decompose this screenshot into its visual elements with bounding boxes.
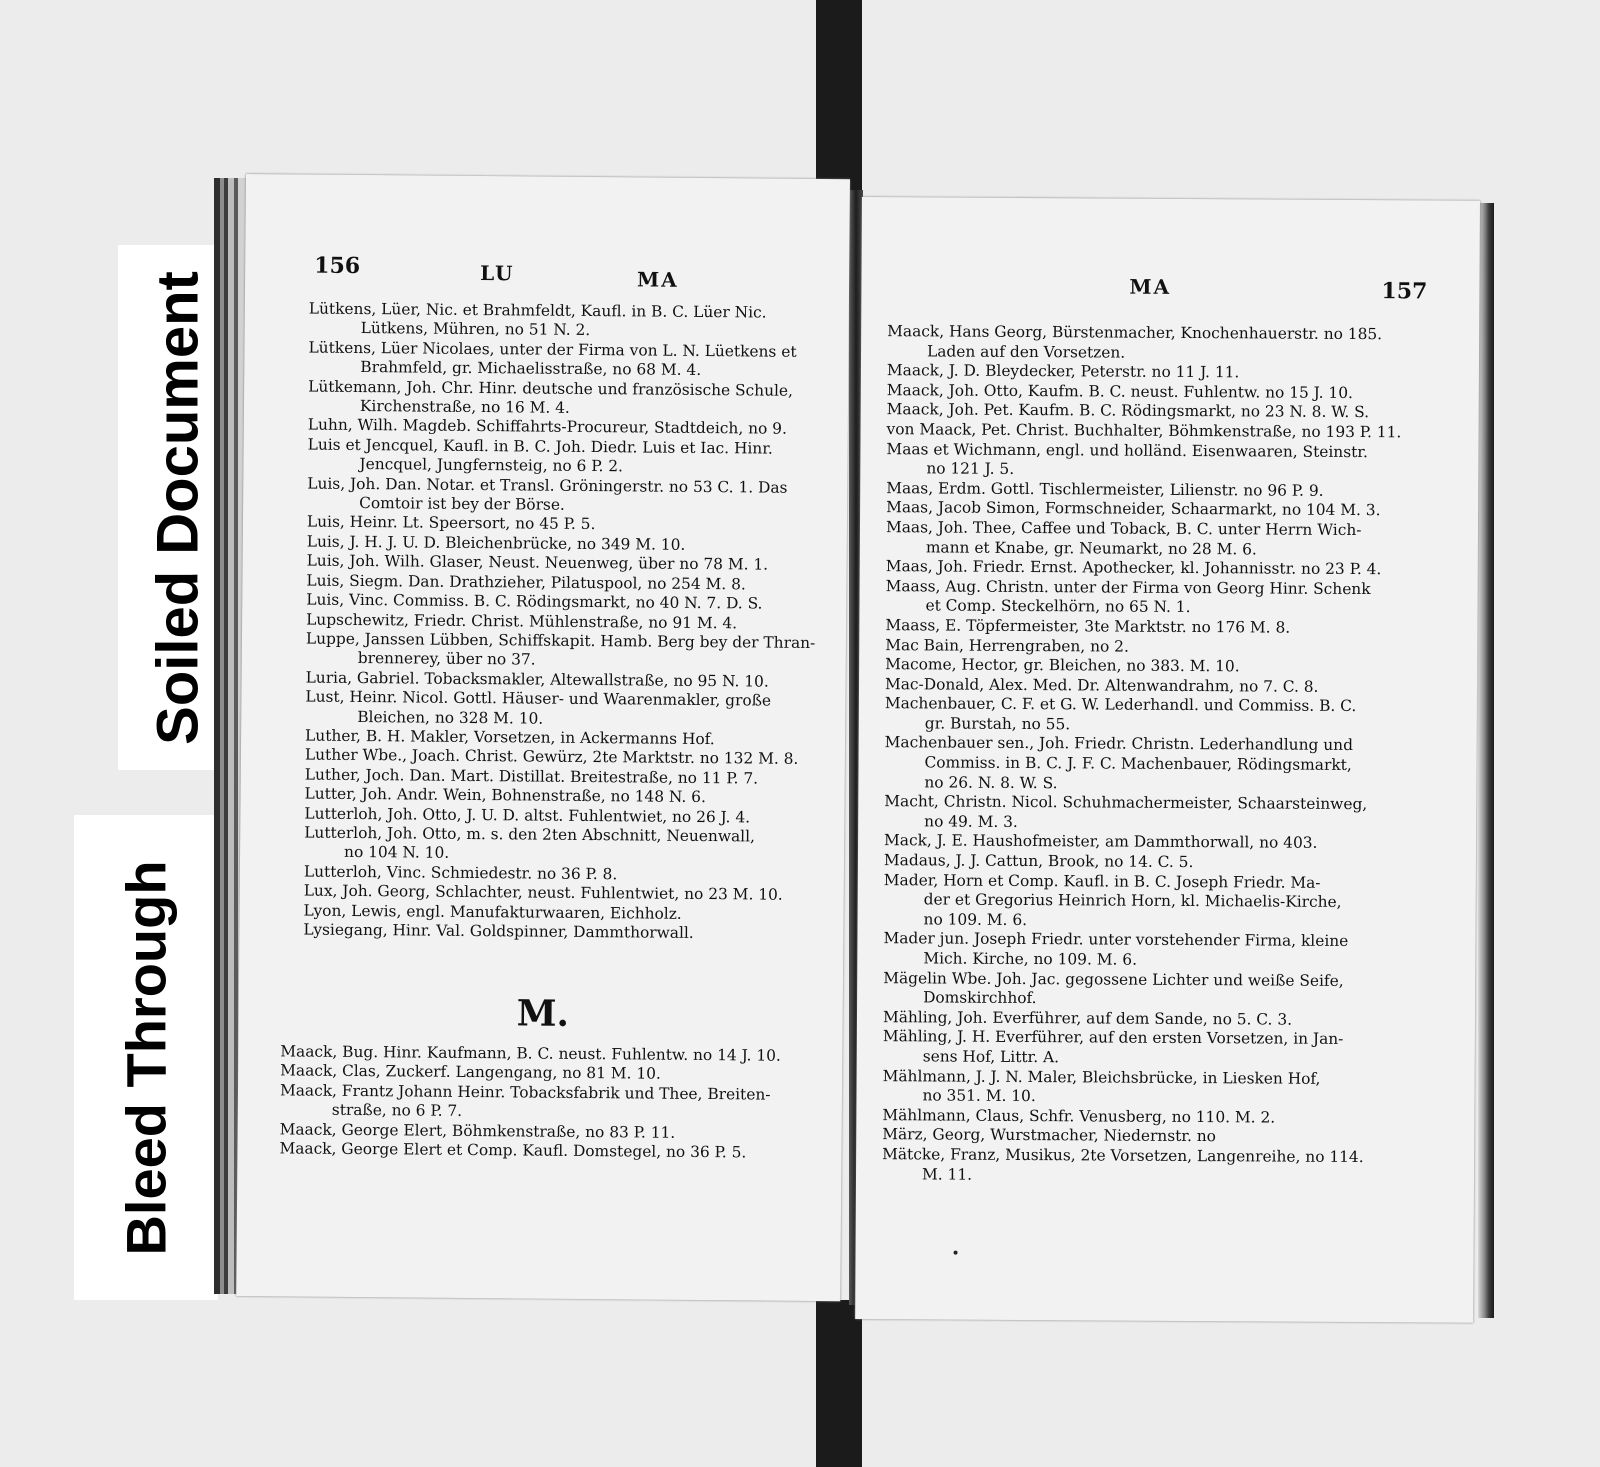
black-bar-top bbox=[816, 0, 862, 195]
entry: Luis, Joh. Dan. Notar. et Transl. Gröningerstr. no 53 C. 1. Das bbox=[307, 474, 788, 497]
entry: no 104 N. 10. bbox=[344, 843, 450, 863]
left-header-lu: LU bbox=[480, 261, 515, 286]
entry: Mählmann, Claus, Schfr. Venusberg, no 110. M. 2. bbox=[882, 1105, 1276, 1127]
left-entries bbox=[303, 300, 818, 945]
entry: sens Hof, Littr. A. bbox=[922, 1047, 1060, 1067]
entry: Mader jun. Joseph Friedr. unter vorstehender Firma, kleine bbox=[883, 929, 1349, 951]
entry: Maas, Jacob Simon, Formschneider, Schaarmarkt, no 104 M. 3. bbox=[886, 498, 1381, 520]
entry: Mätcke, Franz, Musikus, 2te Vorsetzen, Langenreihe, no 114. bbox=[882, 1145, 1364, 1167]
entry: der et Gregorius Heinrich Horn, kl. Michaelis-Kirche, bbox=[923, 890, 1342, 912]
soiled-document-text: Soiled Document bbox=[145, 270, 211, 745]
entry: Maack, Frantz Johann Heinr. Tobacksfabrik und Thee, Breiten- bbox=[279, 1081, 771, 1104]
bleed-through-text: Bleed Through bbox=[114, 859, 178, 1256]
entry: Luis, J. H. J. U. D. Bleichenbrücke, no 349 M. 10. bbox=[306, 532, 686, 554]
entry: no 109. M. 6. bbox=[923, 910, 1028, 929]
entry: Maack, Bug. Hinr. Kaufmann, B. C. neust. Fuhlentw. no 14 J. 10. bbox=[280, 1042, 781, 1065]
entry: straße, no 6 P. 7. bbox=[331, 1101, 463, 1121]
entry: Luria, Gabriel. Tobacksmakler, Altewallstraße, no 95 N. 10. bbox=[305, 668, 769, 691]
entry: Luis, Siegm. Dan. Drathzieher, Pilatuspool, no 254 M. 8. bbox=[306, 571, 746, 594]
entry: Lutterloh, Joh. Otto, m. s. den 2ten Abschnitt, Neuenwall, bbox=[304, 823, 756, 846]
entry: Maas, Joh. Thee, Caffee und Toback, B. C. unter Herrn Wich- bbox=[885, 518, 1362, 539]
entry: Lütkens, Lüer, Nic. et Brahmfeldt, Kaufl. in B. C. Lüer Nic. bbox=[308, 299, 767, 322]
entry: Kirchenstraße, no 16 M. 4. bbox=[359, 397, 570, 417]
entry: Macht, Christn. Nicol. Schuhmachermeister, Schaarsteinweg, bbox=[884, 792, 1368, 814]
entry: Lust, Heinr. Nicol. Gottl. Häuser- und Waarenmakler, große bbox=[305, 687, 772, 710]
entry: Madaus, J. J. Cattun, Brook, no 14. C. 5. bbox=[883, 851, 1194, 872]
entry: Luhn, Wilh. Magdeb. Schiffahrts-Procureur, Stadtdeich, no 9. bbox=[307, 415, 787, 439]
entry: Maack, George Elert, Böhmkenstraße, no 83 P. 11. bbox=[279, 1119, 676, 1142]
entry: Maass, E. Töpfermeister, 3te Marktstr. no 176 M. 8. bbox=[885, 616, 1291, 637]
entry: Lutterloh, Joh. Otto, J. U. D. altst. Fuhlentwiet, no 26 J. 4. bbox=[304, 804, 751, 826]
entry: mann et Knabe, gr. Neumarkt, no 28 M. 6. bbox=[925, 537, 1257, 558]
left-header-ma: MA bbox=[636, 267, 679, 292]
entry: Lupschewitz, Friedr. Christ. Mühlenstraße, no 91 M. 4. bbox=[306, 610, 738, 632]
entry: Lütkemann, Joh. Chr. Hinr. deutsche und französische Schule, bbox=[308, 377, 794, 400]
entry: no 351. M. 10. bbox=[922, 1086, 1036, 1106]
entry: Maack, Hans Georg, Bürstenmacher, Knochenhauerstr. no 185. bbox=[887, 322, 1383, 344]
entry: Maack, J. D. Bleydecker, Peterstr. no 11 J. 11. bbox=[886, 361, 1240, 382]
entry: Luis, Heinr. Lt. Speersort, no 45 P. 5. bbox=[306, 513, 596, 534]
right-page-number: 157 bbox=[1381, 278, 1428, 305]
entry: Jencquel, Jungfernsteig, no 6 P. 2. bbox=[359, 455, 624, 476]
entry: Lyon, Lewis, engl. Manufakturwaaren, Eichholz. bbox=[303, 901, 682, 923]
entry: gr. Burstah, no 55. bbox=[924, 714, 1071, 734]
page-edge-right bbox=[1478, 203, 1494, 1318]
entry: Comtoir ist bey der Börse. bbox=[359, 494, 565, 514]
right-page bbox=[855, 197, 1480, 1323]
left-page-number: 156 bbox=[314, 252, 361, 279]
entry: Mägelin Wbe. Joh. Jac. gegossene Lichter und weiße Seife, bbox=[883, 968, 1344, 990]
entry: Maass, Aug. Christn. unter der Firma von Georg Hinr. Schenk bbox=[885, 576, 1371, 598]
black-bar-bottom bbox=[816, 1300, 862, 1467]
entry: März, Georg, Wurstmacher, Niedernstr. no bbox=[882, 1125, 1217, 1146]
entry: Bleichen, no 328 M. 10. bbox=[357, 707, 544, 728]
entry: et Comp. Steckelhörn, no 65 N. 1. bbox=[925, 596, 1191, 617]
right-header-ma: MA bbox=[1129, 274, 1172, 299]
entry: Luther, Joch. Dan. Mart. Distillat. Breitestraße, no 11 P. 7. bbox=[304, 765, 759, 788]
entry: Lutter, Joh. Andr. Wein, Bohnenstraße, no 148 N. 6. bbox=[304, 784, 706, 807]
bleed-through-label bbox=[74, 815, 218, 1300]
entry: Maack, Joh. Otto, Kaufm. B. C. neust. Fuhlentw. no 15 J. 10. bbox=[886, 380, 1353, 402]
entry: Machenbauer sen., Joh. Friedr. Christn. Lederhandlung und bbox=[884, 733, 1354, 755]
entry: Maack, Joh. Pet. Kaufm. B. C. Rödingsmarkt, no 23 N. 8. W. S. bbox=[886, 400, 1370, 422]
entry: M. 11. bbox=[921, 1164, 973, 1184]
entry: Mähling, J. H. Everführer, auf den ersten Vorsetzen, in Jan- bbox=[882, 1027, 1344, 1049]
entry: brennerey, über no 37. bbox=[357, 649, 536, 669]
left-page bbox=[236, 174, 850, 1301]
entry: no 26. N. 8. W. S. bbox=[924, 773, 1058, 792]
right-entries bbox=[882, 322, 1402, 1187]
entry: Mähling, Joh. Everführer, auf dem Sande, no 5. C. 3. bbox=[882, 1007, 1293, 1029]
entry: Luis, Joh. Wilh. Glaser, Neust. Neuenweg, über no 78 M. 1. bbox=[306, 551, 769, 574]
entry: Mich. Kirche, no 109. M. 6. bbox=[923, 949, 1138, 969]
entry: Machenbauer, C. F. et G. W. Lederhandl. und Commiss. B. C. bbox=[884, 694, 1357, 716]
entry: Mac-Donald, Alex. Med. Dr. Altenwandrahm, no 7. C. 8. bbox=[884, 674, 1319, 696]
entry: Mählmann, J. J. N. Maler, Bleichsbrücke, in Liesken Hof, bbox=[882, 1066, 1321, 1088]
entry: Mack, J. E. Haushofmeister, am Dammthorwall, no 403. bbox=[884, 831, 1318, 853]
entry: Mader, Horn et Comp. Kaufl. in B. C. Joseph Friedr. Ma- bbox=[883, 870, 1321, 892]
entry: no 121 J. 5. bbox=[926, 459, 1015, 479]
entry: Lysiegang, Hinr. Val. Goldspinner, Dammthorwall. bbox=[303, 920, 694, 942]
entry: Luppe, Janssen Lübben, Schiffskapit. Hamb. Berg bey der Thran- bbox=[305, 629, 816, 652]
entry: Luther Wbe., Joach. Christ. Gewürz, 2te Marktstr. no 132 M. 8. bbox=[304, 745, 799, 769]
entry: Maas, Erdm. Gottl. Tischlermeister, Lilienstr. no 96 P. 9. bbox=[886, 478, 1324, 500]
entry: Lütkens, Lüer Nicolaes, unter der Firma von L. N. Lüetkens et bbox=[308, 338, 797, 361]
entry: Laden auf den Vorsetzen. bbox=[927, 341, 1126, 362]
entry: Maas et Wichmann, engl. und holländ. Eisenwaaren, Steinstr. bbox=[886, 439, 1368, 461]
entry: Luther, B. H. Makler, Vorsetzen, in Ackermanns Hof. bbox=[305, 726, 715, 749]
entry: Mac Bain, Herrengraben, no 2. bbox=[885, 635, 1129, 656]
left-m-entries bbox=[279, 1042, 781, 1163]
entry: Macome, Hector, gr. Bleichen, no 383. M. 10. bbox=[885, 655, 1240, 676]
entry: no 49. M. 3. bbox=[924, 812, 1018, 831]
entry: Luis, Vinc. Commiss. B. C. Rödingsmarkt, no 40 N. 7. D. S. bbox=[306, 590, 763, 613]
entry: Maack, George Elert et Comp. Kaufl. Domstegel, no 36 P. 5. bbox=[279, 1139, 747, 1162]
entry: Lütkens, Mühren, no 51 N. 2. bbox=[360, 319, 591, 340]
entry: Lux, Joh. Georg, Schlachter, neust. Fuhlentwiet, no 23 M. 10. bbox=[303, 881, 783, 904]
section-letter-m: M. bbox=[516, 992, 570, 1035]
entry: Commiss. in B. C. J. F. C. Machenbauer, Rödingsmarkt, bbox=[924, 753, 1352, 775]
entry: Luis et Jencquel, Kaufl. in B. C. Joh. Diedr. Luis et Iac. Hinr. bbox=[307, 435, 773, 458]
entry: Maack, Clas, Zuckerf. Langengang, no 81 M. 10. bbox=[280, 1061, 661, 1084]
entry: von Maack, Pet. Christ. Buchhalter, Böhmkenstraße, no 193 P. 11. bbox=[886, 420, 1402, 442]
entry: Domskirchhof. bbox=[923, 988, 1037, 1008]
entry: Maas, Joh. Friedr. Ernst. Apothecker, kl. Johannisstr. no 23 P. 4. bbox=[885, 557, 1382, 579]
entry: Brahmfeld, gr. Michaelisstraße, no 68 M. 4. bbox=[360, 358, 702, 380]
entry: Lutterloh, Vinc. Schmiedestr. no 36 P. 8. bbox=[303, 862, 618, 884]
ink-dot bbox=[954, 1251, 958, 1255]
